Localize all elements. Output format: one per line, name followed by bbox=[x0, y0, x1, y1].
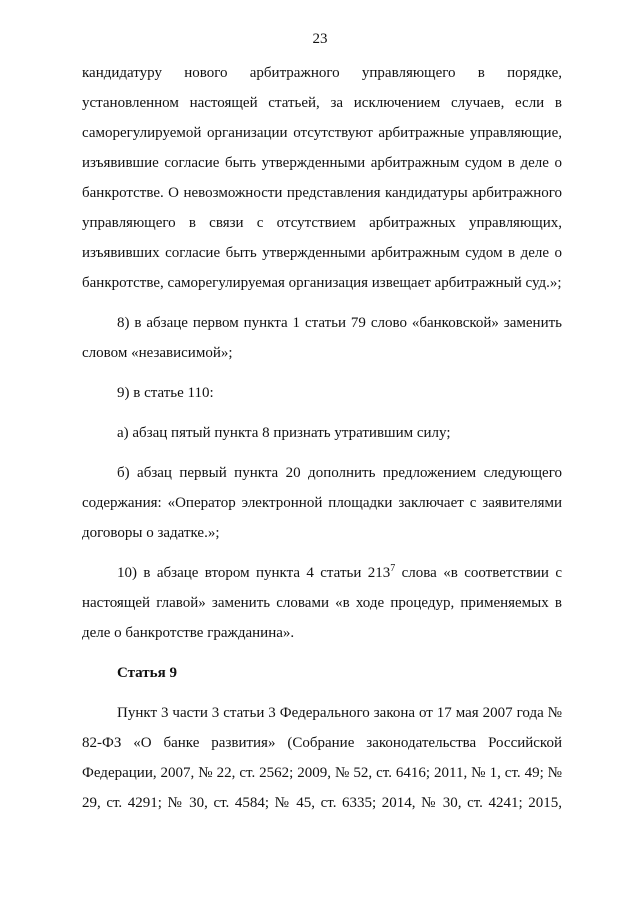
page-number: 23 bbox=[312, 31, 328, 47]
paragraph-continuation: кандидатуру нового арбитражного управляющего в порядке, установленном настоящей статьей, за исключением случаев, если в саморегулируемой организации отсутствуют арбитражные управляющие, изъявившие согласие быть утвержденными арбитражным судом в деле о банкротстве. О невозможности представления кандидатуры арбитражного управляющего в связи с отсутствием арбитражных управляющих, изъявивших согласие быть утвержденными арбитражным судом в деле о банкротстве, саморегулируемая организация извещает арбитражный суд.»; bbox=[82, 65, 562, 291]
paragraph-article-9: Пункт 3 части 3 статьи 3 Федерального закона от 17 мая 2007 года № 82-ФЗ «О банке развития» (Собрание законодательства Российской Федерации, 2007, № 22, ст. 2562; 2009, № 52, ст. 6416; 2011, № 1, ст. 49; № 29, ст. 4291; № 30, ст. 4584; № 45, ст. 6335; 2014, № 30, ст. 4241; 2015, bbox=[82, 705, 562, 811]
paragraph-item-9b: б) абзац первый пункта 20 дополнить предложением следующего содержания: «Оператор электронной площадки заключает с заявителями договоры о задатке.»; bbox=[82, 465, 562, 541]
superscript-index: 7 bbox=[390, 563, 396, 574]
paragraph-item-10-end: слова «в соответствии с настоящей главой» заменить словами «в ходе процедур, применяемых в деле о банкротстве гражданина». bbox=[82, 565, 562, 641]
paragraph-item-9a: а) абзац пятый пункта 8 признать утратившим силу; bbox=[117, 425, 451, 441]
paragraph-item-8: 8) в абзаце первом пункта 1 статьи 79 слово «банковской» заменить словом «независимой»; bbox=[82, 315, 562, 361]
article-heading: Статья 9 bbox=[117, 665, 177, 681]
paragraph-item-10-start: 10) в абзаце втором пункта 4 статьи 213 bbox=[117, 565, 391, 581]
paragraph-item-9: 9) в статье 110: bbox=[117, 385, 214, 401]
document-body bbox=[82, 58, 562, 818]
paragraph-item-10 bbox=[82, 558, 562, 648]
